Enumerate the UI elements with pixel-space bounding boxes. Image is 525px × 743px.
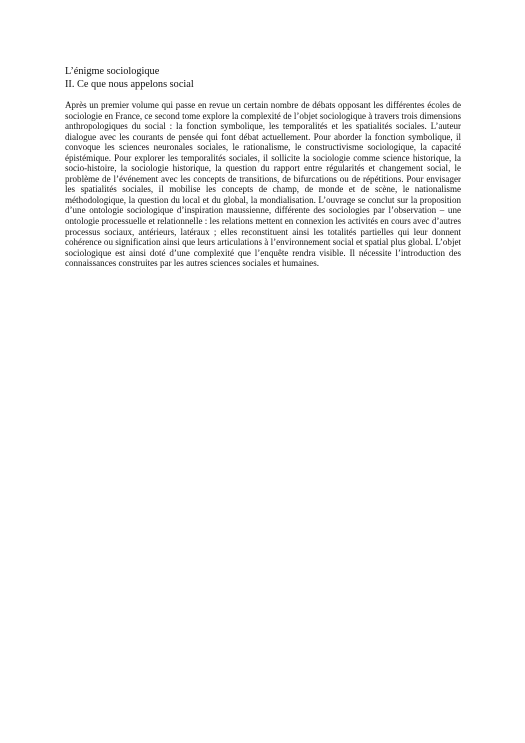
book-title: L’énigme sociologique [65, 66, 160, 77]
document-content [65, 66, 461, 269]
summary-paragraph: Après un premier volume qui passe en revue un certain nombre de débats opposant les différentes écoles de sociologie en France, ce second tome explore la complexité de l’objet sociologique à travers trois dimensions anthropologiques du social : la fonction symbolique, les temporalités et les spatialités sociales. L’auteur dialogue avec les courants de pensée qui font débat actuellement. Pour aborder la fonction symbolique, il convoque les sciences neuronales sociales, le rationalisme, le constructivisme sociologique, la capacité épistémique. Pour explorer les temporalités sociales, il sollicite la sociologie comme science historique, la socio-histoire, la sociologie historique, la question du rapport entre régularités et changement social, le problème de l’événement avec les concepts de transitions, de bifurcations ou de répétitions. Pour envisager les spatialités sociales, il mobilise les concepts de champ, de monde et de scène, le nationalisme méthodologique, la question du local et du global, la mondialisation. L’ouvrage se conclut sur la proposition d’une ontologie sociologique d’inspiration maussienne, différente des sociologies par l’observation – une ontologie processuelle et relationnelle : les relations mettent en connexion les activités en cours avec d’autres processus sociaux, antérieurs, latéraux ; elles reconstituent ainsi les totalités partielles qui leur donnent cohérence ou signification ainsi que leurs articulations à l’environnement social et spatial plus global. L’objet sociologique est ainsi doté d’une complexité que l’enquête rendra visible. Il nécessite l’introduction des connaissances construites par les autres sciences sociales et humaines. [65, 100, 461, 269]
book-subtitle: II. Ce que nous appelons social [65, 78, 194, 90]
